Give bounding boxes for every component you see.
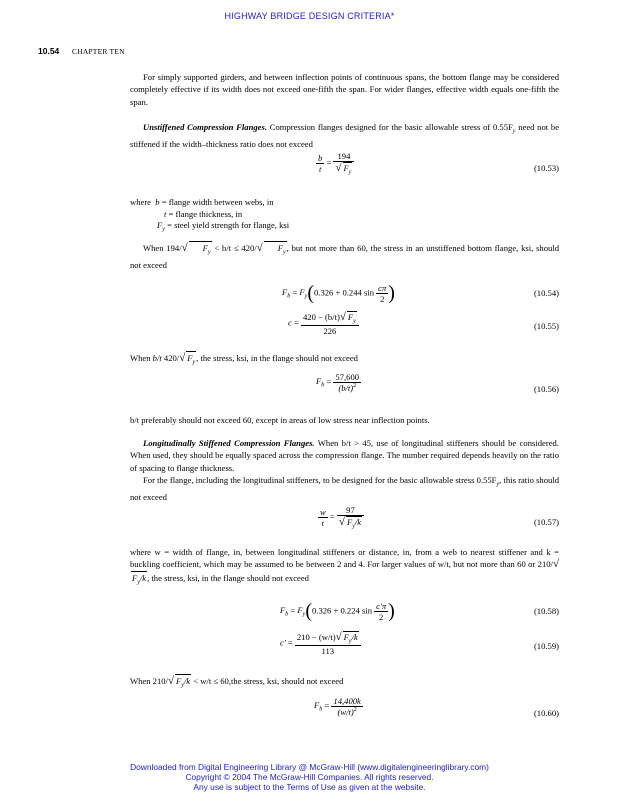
section-heading-unstiffened: Unstiffened Compression Flanges.	[143, 122, 267, 132]
p2-tail: need not be stiffened if the width–thickness ratio does not exceed	[130, 122, 560, 150]
paragraph-bt-note: b/t preferably should not exceed 60, except in areas of low stress near inflection points.	[130, 415, 430, 425]
chapter-title: CHAPTER TEN	[72, 47, 125, 56]
p2-body: Compression flanges designed for the basic allowable stress of 0.55F	[269, 122, 513, 132]
footer-terms: Any use is subject to the Terms of Use as given at the website.	[193, 782, 426, 792]
paragraph-flange-ratio: For the flange, including the longitudinal stiffeners, to be designed for the basic allowable stress $0.55F_y$, this ratio should not exceed	[130, 475, 559, 503]
paragraph-long-stiffened: Longitudinally Stiffened Compression Flanges. When b/t > 45, use of longitudinal stiffeners should be considered. When used, they should be equally spaced across the compression flange. The number required depends heavily on the ratio of spacing to flange thickness.	[130, 438, 559, 473]
section-heading-longitudinal: Longitudinally Stiffened Compression Flanges.	[143, 438, 315, 448]
footer-copyright: Copyright © 2004 The McGraw-Hill Companies. All rights reserved.	[185, 772, 434, 782]
paragraph-where-2: where w = width of flange, in, between longitudinal stiffeners or distance, in, from a web to nearest stiffener and k = buckling coefficient, which may be assumed to be between 2 and 4. For larger values of w/t, but not more than 60 or $210/√F_y/k$, the stress, ksi, in the flange should not exceed	[130, 546, 559, 589]
paragraph-unstiffened: Unstiffened Compression Flanges. Compression flanges designed for the basic allowable stress of $0.55F_y$ need not be stiffened if the width–thickness ratio does not exceed	[130, 122, 560, 150]
equation-10-56: $F_b$ = $\frac{57,600}{(b/t)^2}$ (10.56)	[316, 372, 559, 394]
equation-10-54: $F_b = F_y(0.326 + 0.244$ sin $\frac{c\pi}{2}$ ) (10.54)	[282, 282, 559, 304]
equation-10-57: $\frac{w}{t}$ = $\frac{97}{√ F_y/k}$ (10.57)	[320, 505, 559, 530]
equation-10-53: $\frac{b}{t}$ = $\frac{194}{√ F_y}$ (10.53)	[318, 151, 559, 176]
paragraph-effective-width: For simply supported girders, and between inflection points of continuous spans, the bottom flange may be considered completely effective if its width does not exceed one-fifth the span. For wider flanges, effective width equals one-fifth the span.	[130, 72, 559, 107]
where-list-1: where b = flange width between webs, in t = flange thickness, in $F_y$ = steel yield strength for flange, ksi	[130, 197, 290, 233]
paragraph-when-2: When b/t 420/√ $F_y$, the stress, ksi, in the flange should not exceed	[130, 351, 559, 369]
equation-10-59: c′ = $\frac{210 - (w/t)√ F_y/k}{113}$ (10.59)	[280, 631, 559, 656]
equation-10-55: c = $\frac{420 - (b/t)√ F_y}{226}$ (10.55)	[288, 311, 559, 336]
footer-download-link[interactable]: Downloaded from Digital Engineering Library @ McGraw-Hill (www.digitalengineeringlibrary.com)	[130, 762, 489, 772]
paragraph-when-3: When 210/√ $F_y/k < w/t \le 60,the$ stress, ksi, should not exceed	[130, 674, 559, 692]
equation-10-60: $F_b$ = $\frac{14,400k}{(w/t)^2}$ (10.60)	[314, 696, 559, 718]
paragraph-when-1: When 194/√ $F_y < b/t \le 420/√$ $F_y$, but not more than 60, the stress in an unstiffened bottom flange, ksi, should not exceed	[130, 242, 559, 271]
banner-title: HIGHWAY BRIDGE DESIGN CRITERIA*	[224, 11, 395, 21]
page-number: 10.54	[38, 46, 60, 56]
equation-10-58: $F_b = F_y(0.326 + 0.224$ sin $\frac{c'\pi}{2}$ ) (10.58)	[280, 600, 559, 622]
